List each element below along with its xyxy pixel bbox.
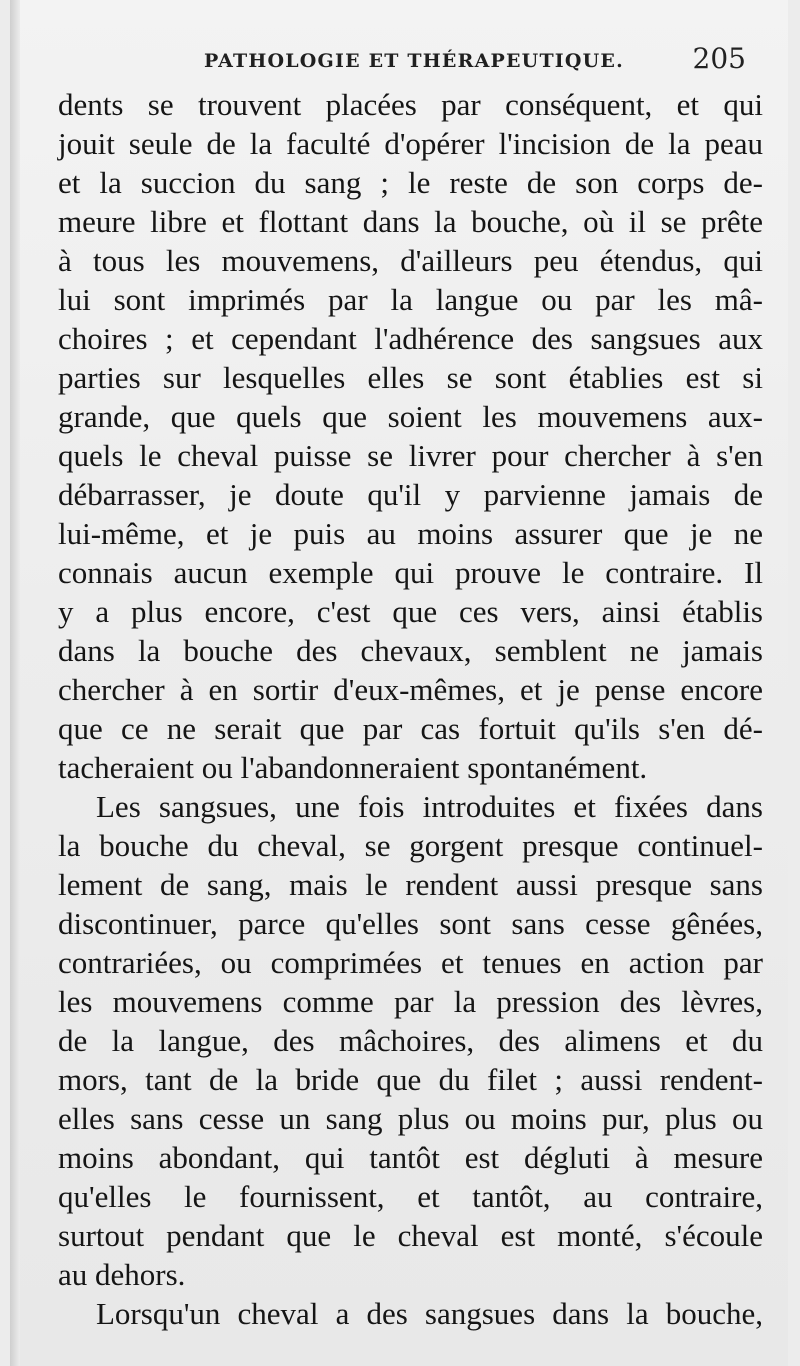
text-line: Les sangsues, une fois introduites et fixées dans: [96, 789, 763, 824]
text-line: au dehors.: [58, 1257, 186, 1292]
text-line: contrariées, ou comprimées et tenues en action par: [58, 945, 763, 980]
text-line: surtout pendant que le cheval est monté, s'écoule: [58, 1218, 763, 1253]
page-header: [58, 42, 746, 82]
text-line: Lorsqu'un cheval a des sangsues dans la bouche,: [96, 1296, 763, 1331]
text-line: meure libre et flottant dans la bouche, où il se prête: [58, 204, 763, 239]
text-line: chercher à en sortir d'eux-mêmes, et je pense encore: [58, 672, 763, 707]
text-line: de la langue, des mâchoires, des alimens et du: [58, 1023, 763, 1058]
text-line: la bouche du cheval, se gorgent presque continuel-: [58, 828, 763, 863]
book-page: [10, 0, 788, 1366]
text-line: tacheraient ou l'abandonneraient spontanément.: [58, 750, 648, 785]
text-line: mors, tant de la bride que du filet ; aussi rendent-: [58, 1062, 763, 1097]
text-line: parties sur lesquelles elles se sont établies est si: [58, 360, 763, 395]
text-line: lui sont imprimés par la langue ou par les mâ-: [58, 282, 763, 317]
text-line: connais aucun exemple qui prouve le contraire. Il: [58, 555, 763, 590]
running-title: PATHOLOGIE ET THÉRAPEUTIQUE.: [204, 50, 624, 72]
text-line: elles sans cesse un sang plus ou moins pur, plus ou: [58, 1101, 763, 1136]
text-line: dans la bouche des chevaux, semblent ne jamais: [58, 633, 763, 668]
text-line: y a plus encore, c'est que ces vers, ainsi établis: [58, 594, 763, 629]
body-text: [58, 85, 763, 1333]
text-line: débarrasser, je doute qu'il y parvienne jamais de: [58, 477, 763, 512]
text-line: que ce ne serait que par cas fortuit qu'ils s'en dé-: [58, 711, 763, 746]
text-line: et la succion du sang ; le reste de son corps de-: [58, 165, 763, 200]
text-line: choires ; et cependant l'adhérence des sangsues aux: [58, 321, 763, 356]
text-line: les mouvemens comme par la pression des lèvres,: [58, 984, 763, 1019]
text-line: discontinuer, parce qu'elles sont sans cesse gênées,: [58, 906, 763, 941]
text-line: lement de sang, mais le rendent aussi presque sans: [58, 867, 763, 902]
text-line: à tous les mouvemens, d'ailleurs peu étendus, qui: [58, 243, 763, 278]
text-line: lui-même, et je puis au moins assurer que je ne: [58, 516, 763, 551]
text-line: jouit seule de la faculté d'opérer l'incision de la peau: [58, 126, 763, 161]
page-number: 205: [692, 42, 746, 75]
page-gutter-shadow: [10, 0, 20, 1366]
text-line: qu'elles le fournissent, et tantôt, au contraire,: [58, 1179, 763, 1214]
text-line: quels le cheval puisse se livrer pour chercher à s'en: [58, 438, 763, 473]
text-line: grande, que quels que soient les mouvemens aux-: [58, 399, 763, 434]
text-line: moins abondant, qui tantôt est dégluti à mesure: [58, 1140, 763, 1175]
text-line: dents se trouvent placées par conséquent, et qui: [58, 87, 763, 122]
